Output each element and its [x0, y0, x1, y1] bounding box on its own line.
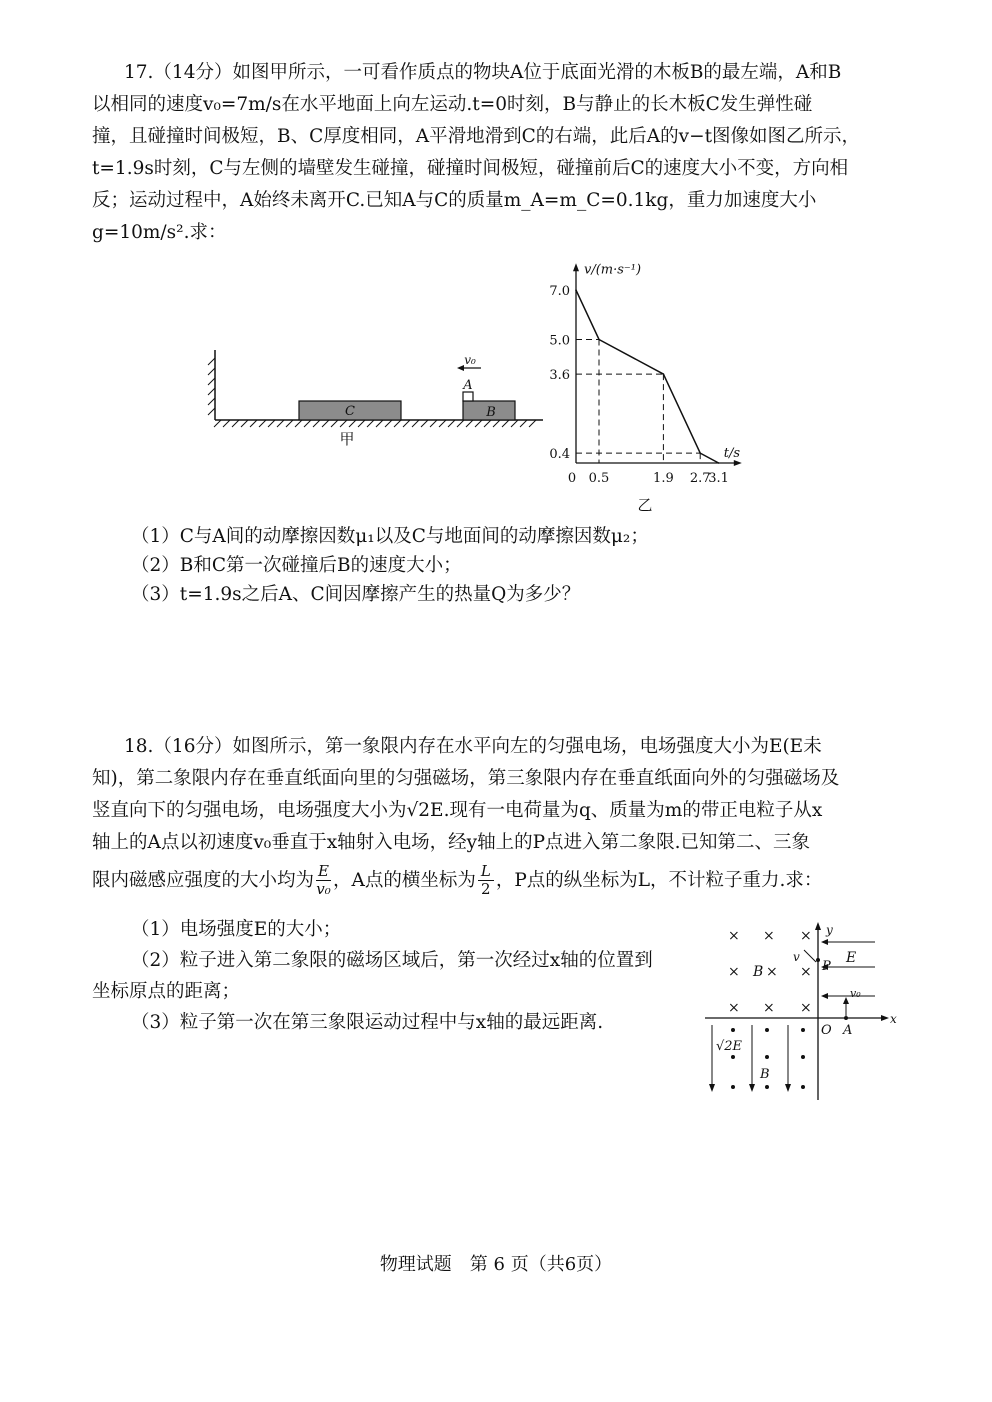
point-a	[844, 1016, 848, 1020]
x-tick-label: 3.1	[708, 471, 729, 486]
fraction-e-over-v0	[316, 863, 331, 898]
board-c-label: C	[345, 404, 355, 419]
cross-mark: ×	[728, 964, 740, 980]
x-tick-label: 2.7	[689, 471, 711, 486]
cross-mark: ×	[766, 964, 778, 980]
q18-line-2: 知)，第二象限内存在垂直纸面向里的匀强磁场，第三象限内存在垂直纸面向外的匀强磁场及	[92, 768, 840, 789]
cross-mark: ×	[800, 1000, 812, 1016]
y-axis-arrowhead	[815, 922, 821, 930]
fraction-l-num: L	[478, 863, 494, 881]
vt-data-point	[598, 339, 600, 341]
q17-question-2: （2）B和C第一次碰撞后B的速度大小；	[131, 555, 462, 576]
q18-line-5-part-a: 限内磁感应强度的大小均为	[92, 869, 315, 891]
point-a-label: A	[843, 1023, 853, 1038]
y-axis-label: y	[826, 923, 833, 937]
q18-line-3: 竖直向下的匀强电场，电场强度大小为√2E.现有一电荷量为q、质量为m的带正电粒子从x	[92, 800, 823, 821]
q18-paragraph	[92, 731, 900, 859]
vt-data-point	[699, 452, 701, 454]
cross-mark: ×	[800, 928, 812, 944]
y-axis-label: v/(m·s⁻¹)	[584, 262, 642, 278]
vt-data-point	[663, 373, 665, 375]
cross-mark: ×	[800, 964, 812, 980]
x-axis-label: x	[890, 1012, 897, 1026]
q17-line-4: t=1.9s时刻，C与左侧的墙壁发生碰撞，碰撞时间极短，碰撞前后C的速度大小不变，方向相	[92, 158, 849, 179]
y-axis-arrowhead	[573, 263, 579, 271]
chart-guides	[576, 340, 700, 464]
q18-line-4: 轴上的A点以初速度v₀垂直于x轴射入电场，经y轴上的P点进入第二象限.已知第二、三象	[92, 832, 810, 853]
y-tick-label: 7.0	[549, 284, 570, 300]
y-tick-label: 3.6	[549, 368, 570, 384]
b-label-top: B	[753, 964, 764, 980]
ground-hatch	[214, 420, 536, 427]
y-tick-label: 0.4	[549, 447, 570, 463]
point-p	[816, 958, 820, 962]
origin-label: O	[821, 1023, 832, 1038]
fraction-e-num: E	[318, 862, 329, 880]
v-label: v	[793, 950, 800, 964]
q18-question-1: （1）电场强度E的大小；	[131, 919, 342, 940]
q17-line-2: 以相同的速度v₀=7m/s在水平地面上向左运动.t=0时刻，B与静止的长木板C发生弹性碰	[92, 94, 813, 115]
chart-axes	[573, 262, 742, 466]
q18-question-3: （3）粒子第一次在第三象限运动过程中与x轴的最远距离.	[131, 1012, 604, 1033]
figure-jia	[205, 340, 545, 455]
chart-series	[575, 289, 719, 464]
x-axis-label: t/s	[723, 446, 741, 461]
figure-q18-fields	[700, 920, 910, 1110]
x-axis-arrowhead	[881, 1015, 889, 1021]
q18-line-5	[92, 863, 822, 898]
v0-arrowhead-q18	[843, 997, 849, 1004]
cross-mark: ×	[728, 1000, 740, 1016]
caption-yi: 乙	[637, 496, 653, 514]
board-b-label: B	[486, 405, 496, 420]
q17-question-1: （1）C与A间的动摩擦因数μ₁以及C与地面间的动摩擦因数μ₂；	[131, 526, 649, 547]
cross-mark: ×	[763, 1000, 775, 1016]
q17-line-1: 17.（14分）如图甲所示，一可看作质点的物块A位于底面光滑的木板B的最左端，A和B	[124, 62, 842, 83]
e-label: E	[846, 950, 857, 966]
fraction-l-over-2	[478, 863, 494, 898]
q18-line-5-part-b: ，A点的横坐标为	[332, 869, 476, 891]
v0-arrowhead	[457, 365, 464, 371]
downward-field-arrowheads	[709, 1084, 791, 1092]
v0-label-q18: v₀	[850, 987, 861, 1000]
y-tick-label: 5.0	[549, 333, 570, 349]
fraction-l-den: 2	[481, 880, 491, 898]
downward-field-lines	[712, 1025, 788, 1088]
x-tick-label: 0.5	[588, 471, 610, 486]
block-a	[463, 392, 473, 401]
q17-line-5: 反；运动过程中，A始终未离开C.已知A与C的质量m_A=m_C=0.1kg，重力加速度大小	[92, 190, 817, 211]
x-tick-label: 0	[567, 471, 577, 486]
block-a-label: A	[463, 378, 473, 393]
v0-label: v₀	[464, 353, 476, 367]
q18-question-2-cont: 坐标原点的距离；	[92, 981, 241, 1002]
figure-yi-vt-chart	[540, 248, 800, 518]
x-tick-label: 1.9	[653, 471, 674, 486]
magnetic-field-into-page	[728, 928, 812, 1016]
q17-line-3: 撞，且碰撞时间极短，B、C厚度相同，A平滑地滑到C的右端，此后A的v−t图像如图乙所示，	[92, 126, 861, 147]
caption-jia: 甲	[339, 430, 355, 448]
cross-mark: ×	[728, 928, 740, 944]
b-label-bottom: B	[760, 1067, 770, 1082]
vt-data-point	[575, 289, 577, 291]
velocity-arrow	[804, 950, 816, 962]
q18-line-1: 18.（16分）如图所示，第一象限内存在水平向左的匀强电场，电场强度大小为E(E未	[124, 736, 822, 757]
point-p-label: P	[822, 959, 831, 974]
q18-line-5-part-c: ，P点的纵坐标为L，不计粒子重力.求：	[495, 869, 823, 891]
vt-data-point	[718, 462, 720, 464]
q18-question-2: （2）粒子进入第二象限的磁场区域后，第一次经过x轴的位置到	[131, 950, 653, 971]
q17-paragraph	[92, 57, 900, 249]
field-sqrt2e-label: √2E	[716, 1039, 743, 1054]
q17-line-6: g=10m/s².求：	[92, 222, 227, 243]
cross-mark: ×	[763, 928, 775, 944]
q17-question-3: （3）t=1.9s之后A、C间因摩擦产生的热量Q为多少？	[131, 584, 581, 605]
fraction-e-den: v₀	[316, 880, 331, 898]
wall-hatch	[208, 358, 215, 415]
vt-series-line	[576, 290, 719, 463]
page-footer: 物理试题 第 6 页（共6页）	[379, 1254, 613, 1275]
